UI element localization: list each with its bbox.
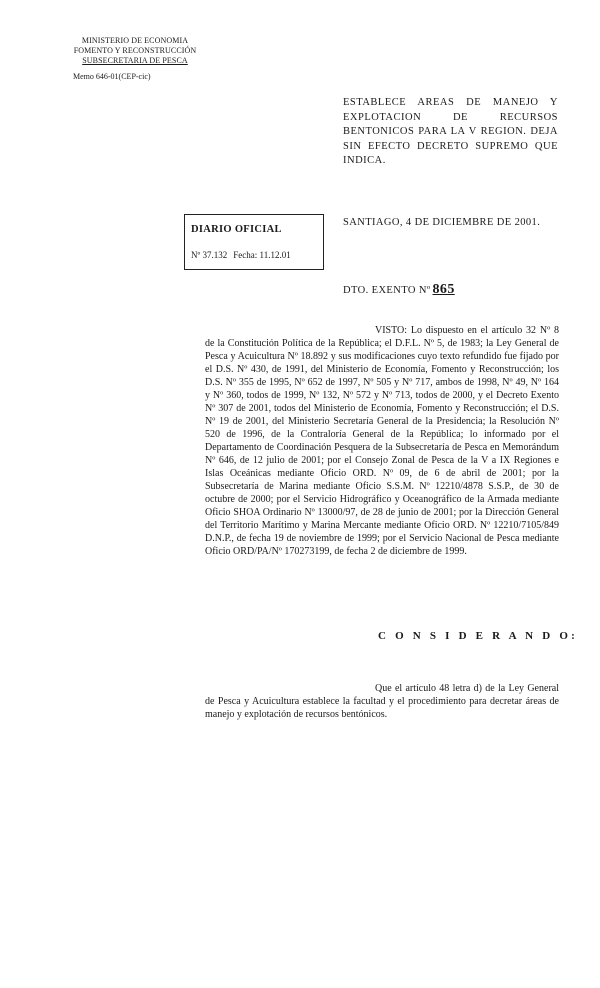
ministry-subtitle: FOMENTO Y RECONSTRUCCIÓN [73, 46, 197, 55]
considerando-paragraph-1 [205, 682, 559, 721]
diario-oficial-box [184, 214, 324, 270]
memo-reference: Memo 646-01(CEP-cic) [73, 72, 151, 81]
diario-oficial-title: DIARIO OFICIAL [191, 224, 282, 235]
considerando-text-1: Que el artículo 48 letra d) de la Ley General de Pesca y Acuicultura establece la facultad y el procedimiento para decretar áreas de manejo y explotación de recursos bentónicos. [205, 683, 559, 720]
subsecretaria-name: SUBSECRETARIA DE PESCA [82, 56, 188, 65]
decree-number: 865 [432, 282, 455, 297]
place-date: SANTIAGO, 4 DE DICIEMBRE DE 2001. [343, 217, 541, 228]
ministry-name: MINISTERIO DE ECONOMIA [81, 36, 189, 45]
ministry-header [40, 36, 230, 66]
diario-oficial-number: Nº 37.132 [191, 250, 228, 260]
decree-subject: ESTABLECE AREAS DE MANEJO Y EXPLOTACION DE RECURSOS BENTONICOS PARA LA V REGION. DEJA SIN EFECTO DECRETO SUPREMO QUE INDICA. [343, 97, 558, 166]
visto-text: VISTO: Lo dispuesto en el artículo 32 Nº 8 de la Constitución Política de la República; el D.F.L. Nº 5, de 1983; la Ley General de Pesca y Acuicultura Nº 18.892 y sus modificaciones cuyo texto refundido fue fijado por el D.S. Nº 430, de 1991, del Ministerio de Economía, Fomento y Reconstrucción; los D.S. Nº 355 de 1995, Nº 652 de 1997, Nº 505 y Nº 717, ambos de 1998, Nº 49, Nº 164 y Nº 360, todos de 1999, Nº 132, Nº 572 y Nº 713, todos de 2000, y el Decreto Exento Nº 307 de 2001, todos del Ministerio de Economía, Fomento y Reconstrucción; el D.S. Nº 19 de 2001, del Ministerio Secretaría General de la Presidencia; la Resolución Nº 520 de 1996, de la Contraloría General de la República; lo informado por el Departamento de Coordinación Pesquera de la Subsecretaría de Pesca en Memorándum Nº 646, de 12 julio de 2001; por el Consejo Zonal de Pesca de la V a IX Regiones e Islas Oceánicas mediante Oficio ORD. Nº 09, de 6 de abril de 2001; por la Subsecretaría de Marina mediante Oficio S.S.M. Nº 12210/4878 S.S.P., de 30 de octubre de 2000; por el Servicio Hidrográfico y Oceanográfico de la Armada mediante Oficio SHOA Ordinario Nº 13000/97, de 28 de junio de 2001; por la Dirección General del Territorio Marítimo y Marina Mercante mediante Oficio ORD. Nº 12210/7105/849 D.N.P., de fecha 19 de noviembre de 1999; por el Servicio Nacional de Pesca mediante Oficio ORD/PA/Nº 170273199, de fecha 2 de diciembre de 1999. [205, 325, 559, 557]
considerando-heading: C O N S I D E R A N D O: [378, 630, 578, 642]
decree-label: DTO. EXENTO Nº [343, 285, 431, 296]
decree-number-line [343, 282, 455, 298]
diario-oficial-details [191, 250, 291, 260]
diario-oficial-date: Fecha: 11.12.01 [233, 250, 291, 260]
visto-paragraph [205, 324, 559, 558]
